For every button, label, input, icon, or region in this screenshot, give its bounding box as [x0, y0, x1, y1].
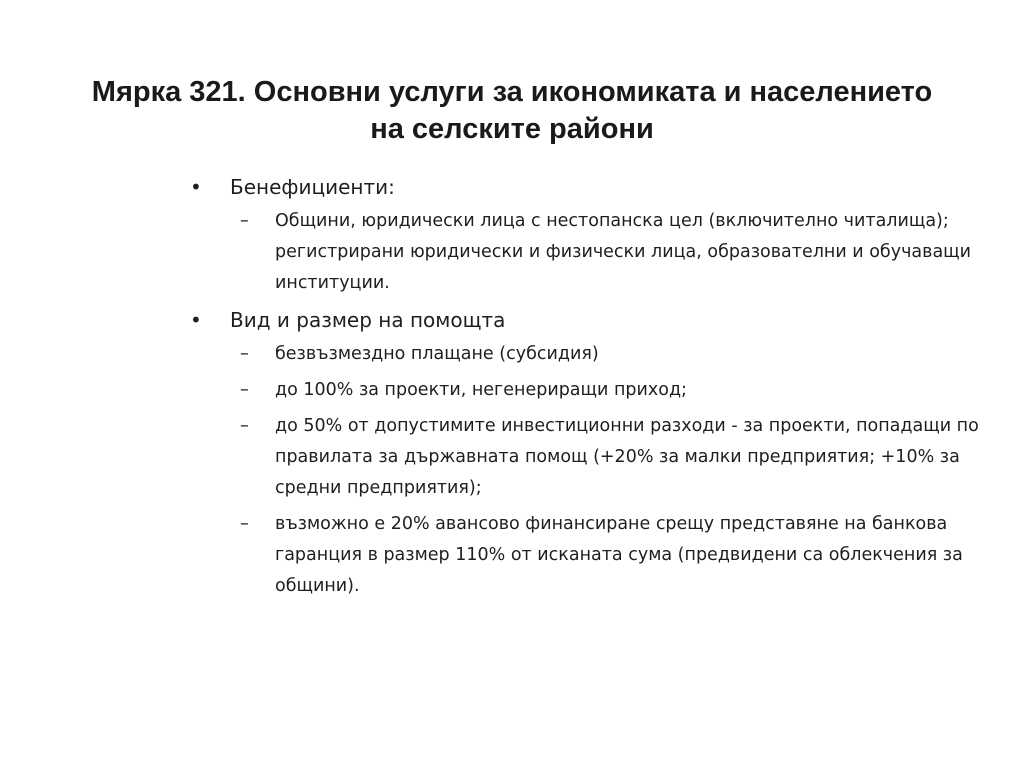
beneficiaries-sublist — [188, 206, 1008, 299]
slide-title-line-1: Мярка 321. Основни услуги за икономиката и населението — [91, 76, 933, 108]
sub-bullet-text: възможно е 20% авансово финансиране срещу представяне на банкова гаранция в размер 110% от исканата сума (предвидени са облекчения за общини). — [275, 514, 963, 596]
bullet-aid-type — [188, 305, 1008, 335]
slide-body — [188, 172, 1008, 608]
sub-bullet-item — [188, 509, 1005, 602]
sub-bullet-text: до 50% от допустимите инвестиционни разходи - за проекти, попадащи по правилата за държавната помощ (+20% за малки предприятия; +10% за средни предприятия); — [275, 416, 979, 498]
aid-type-sublist — [188, 339, 1008, 602]
slide-title-line-2: на селските райони — [370, 113, 654, 145]
bullet-heading: Бенефициенти: — [230, 175, 395, 199]
dash-icon: – — [240, 211, 249, 231]
sub-bullet-text: до 100% за проекти, негенериращи приход; — [275, 380, 687, 400]
dash-icon: – — [240, 514, 249, 534]
slide-title — [10, 74, 1014, 148]
bullet-heading: Вид и размер на помощта — [230, 308, 506, 332]
bullet-dot-icon: • — [190, 308, 202, 332]
sub-bullet-item — [188, 206, 1005, 299]
sub-bullet-text: Общини, юридически лица с нестопанска цел (включително читалища); регистрирани юридически и физически лица, образователни и обучаващи институции. — [275, 211, 972, 293]
dash-icon: – — [240, 344, 249, 364]
sub-bullet-item — [188, 339, 1005, 370]
sub-bullet-text: безвъзмездно плащане (субсидия) — [275, 344, 599, 364]
dash-icon: – — [240, 380, 249, 400]
sub-bullet-item — [188, 375, 1005, 406]
dash-icon: – — [240, 416, 249, 436]
bullet-dot-icon: • — [190, 175, 202, 199]
bullet-beneficiaries — [188, 172, 1008, 202]
sub-bullet-item — [188, 411, 1005, 504]
